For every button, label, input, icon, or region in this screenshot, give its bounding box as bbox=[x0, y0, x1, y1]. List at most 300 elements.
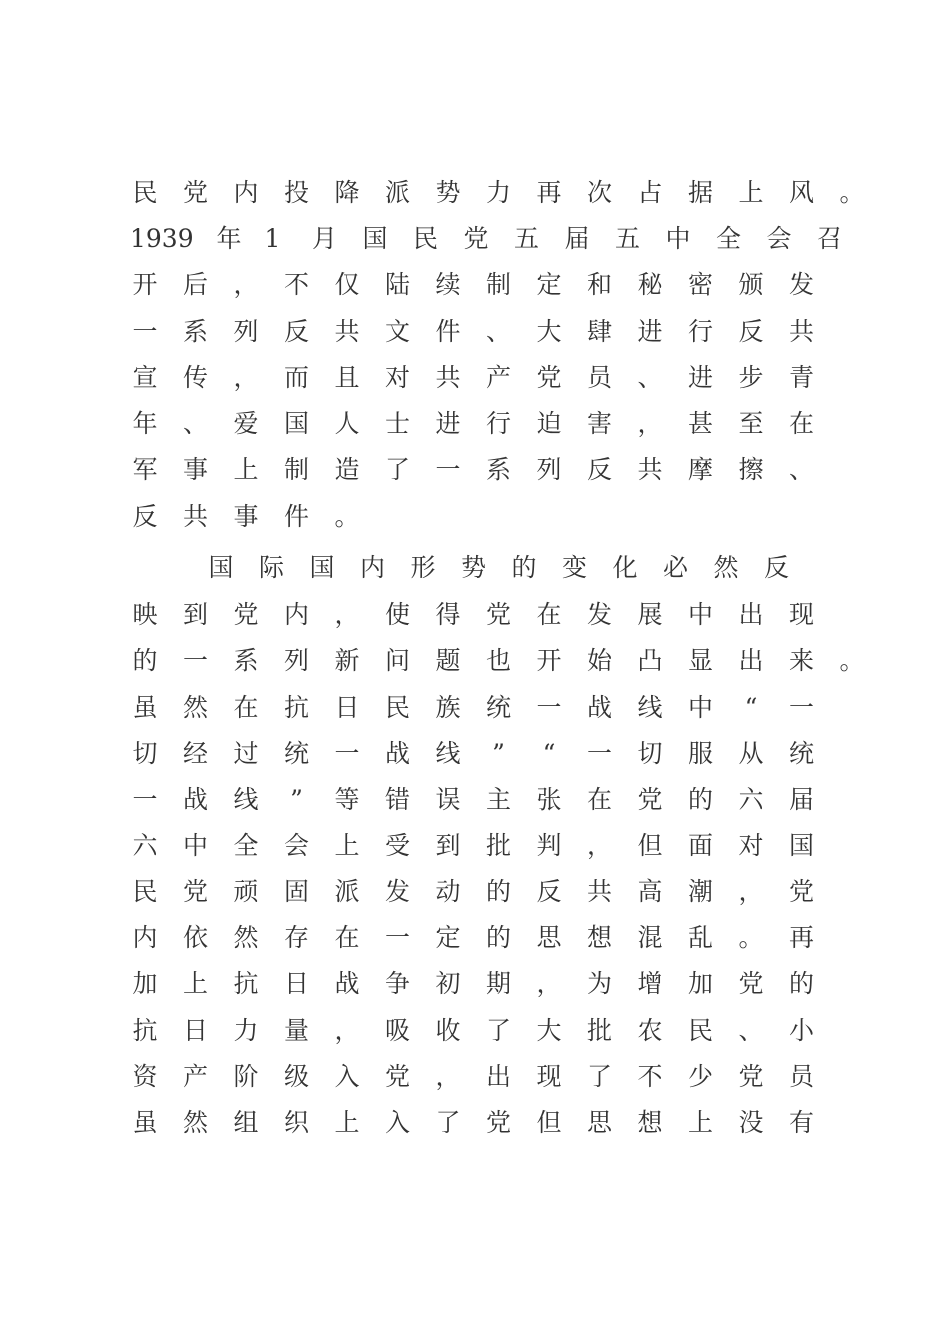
glyph: 后 bbox=[182, 270, 208, 299]
glyph: 1939 bbox=[130, 224, 194, 253]
glyph: 高 bbox=[637, 877, 663, 906]
glyph: 虽 bbox=[132, 693, 158, 722]
glyph: 再 bbox=[536, 178, 562, 207]
glyph: 再 bbox=[788, 923, 814, 952]
glyph: 定 bbox=[536, 270, 562, 299]
glyph: 在 bbox=[788, 409, 814, 438]
glyph: 在 bbox=[586, 785, 612, 814]
glyph: 颁 bbox=[738, 270, 764, 299]
glyph: 抗 bbox=[233, 969, 259, 998]
glyph: 线 bbox=[233, 785, 259, 814]
glyph: 顽 bbox=[233, 877, 259, 906]
glyph: 出 bbox=[738, 646, 764, 675]
glyph: 列 bbox=[233, 317, 259, 346]
glyph: 现 bbox=[536, 1062, 562, 1091]
glyph: 、 bbox=[182, 409, 208, 438]
glyph: 投 bbox=[283, 178, 309, 207]
glyph: 了 bbox=[586, 1062, 612, 1091]
glyph: 1 bbox=[264, 224, 281, 253]
glyph: 一 bbox=[182, 646, 208, 675]
glyph: 共 bbox=[637, 455, 663, 484]
glyph: 传 bbox=[182, 363, 208, 392]
glyph: 。 bbox=[334, 502, 360, 531]
glyph: 乱 bbox=[687, 923, 713, 952]
glyph: 六 bbox=[738, 785, 764, 814]
glyph: 民 bbox=[132, 178, 158, 207]
glyph: 续 bbox=[435, 270, 461, 299]
glyph: 年 bbox=[132, 409, 158, 438]
glyph: 宣 bbox=[132, 363, 158, 392]
glyph: 派 bbox=[384, 178, 410, 207]
glyph: 反 bbox=[283, 317, 309, 346]
glyph: 爱 bbox=[233, 409, 259, 438]
glyph: ” bbox=[492, 739, 505, 768]
glyph: 士 bbox=[384, 409, 410, 438]
glyph: 始 bbox=[586, 646, 612, 675]
glyph: 党 bbox=[788, 877, 814, 906]
glyph: 战 bbox=[182, 785, 208, 814]
glyph: 收 bbox=[435, 1016, 461, 1045]
glyph: 甚 bbox=[687, 409, 713, 438]
glyph: 想 bbox=[586, 923, 612, 952]
glyph: 一 bbox=[132, 317, 158, 346]
glyph: 统 bbox=[485, 693, 511, 722]
glyph: 造 bbox=[334, 455, 360, 484]
glyph: 肆 bbox=[586, 317, 612, 346]
glyph: 动 bbox=[435, 877, 461, 906]
text-line bbox=[130, 309, 860, 355]
text-line bbox=[130, 731, 860, 777]
glyph: 全 bbox=[715, 224, 741, 253]
glyph: 反 bbox=[763, 553, 789, 582]
glyph: 发 bbox=[384, 877, 410, 906]
glyph: 然 bbox=[182, 1108, 208, 1137]
glyph: 党 bbox=[233, 600, 259, 629]
text-line bbox=[130, 1100, 860, 1146]
glyph: 使 bbox=[384, 600, 410, 629]
glyph: 国 bbox=[309, 553, 335, 582]
glyph: 族 bbox=[435, 693, 461, 722]
glyph: 擦 bbox=[738, 455, 764, 484]
glyph: 反 bbox=[536, 877, 562, 906]
glyph: 级 bbox=[283, 1062, 309, 1091]
glyph: 系 bbox=[485, 455, 511, 484]
glyph: 题 bbox=[435, 646, 461, 675]
text-line bbox=[130, 777, 860, 823]
glyph: 的 bbox=[511, 553, 537, 582]
glyph: 统 bbox=[283, 739, 309, 768]
glyph: 一 bbox=[334, 739, 360, 768]
glyph: 展 bbox=[637, 600, 663, 629]
glyph: 没 bbox=[738, 1108, 764, 1137]
glyph: 一 bbox=[586, 739, 612, 768]
glyph: ， bbox=[536, 969, 562, 998]
text-line bbox=[130, 494, 860, 540]
glyph: 内 bbox=[359, 553, 385, 582]
glyph: 服 bbox=[687, 739, 713, 768]
glyph: 降 bbox=[334, 178, 360, 207]
glyph: 显 bbox=[687, 646, 713, 675]
glyph: 过 bbox=[233, 739, 259, 768]
text-line bbox=[130, 1008, 860, 1054]
glyph: 至 bbox=[738, 409, 764, 438]
glyph: 期 bbox=[485, 969, 511, 998]
glyph: ， bbox=[738, 877, 764, 906]
glyph: 共 bbox=[182, 502, 208, 531]
glyph: 反 bbox=[738, 317, 764, 346]
glyph: 主 bbox=[485, 785, 511, 814]
glyph: 力 bbox=[233, 1016, 259, 1045]
glyph: 民 bbox=[384, 693, 410, 722]
glyph: 步 bbox=[738, 363, 764, 392]
glyph: 军 bbox=[132, 455, 158, 484]
glyph: 对 bbox=[738, 831, 764, 860]
glyph: 系 bbox=[182, 317, 208, 346]
glyph: 有 bbox=[788, 1108, 814, 1137]
glyph: 产 bbox=[485, 363, 511, 392]
glyph: 固 bbox=[283, 877, 309, 906]
text-line bbox=[130, 170, 865, 216]
text-line bbox=[130, 447, 860, 493]
glyph: 届 bbox=[788, 785, 814, 814]
glyph: 青 bbox=[788, 363, 814, 392]
glyph: 进 bbox=[687, 363, 713, 392]
glyph: 少 bbox=[687, 1062, 713, 1091]
glyph: 在 bbox=[536, 600, 562, 629]
glyph: 文 bbox=[384, 317, 410, 346]
glyph: 上 bbox=[334, 831, 360, 860]
text-line bbox=[130, 685, 860, 731]
glyph: 届 bbox=[564, 224, 590, 253]
glyph: 会 bbox=[766, 224, 792, 253]
glyph: 。 bbox=[839, 646, 865, 675]
glyph: 但 bbox=[536, 1108, 562, 1137]
glyph: 组 bbox=[233, 1108, 259, 1137]
glyph: 中 bbox=[182, 831, 208, 860]
glyph: 民 bbox=[412, 224, 438, 253]
glyph: 国 bbox=[788, 831, 814, 860]
glyph: 、 bbox=[637, 363, 663, 392]
glyph: 党 bbox=[485, 600, 511, 629]
glyph: 线 bbox=[637, 693, 663, 722]
glyph: 增 bbox=[637, 969, 663, 998]
glyph: 事 bbox=[182, 455, 208, 484]
glyph: 风 bbox=[788, 178, 814, 207]
glyph: 统 bbox=[788, 739, 814, 768]
glyph: 全 bbox=[233, 831, 259, 860]
glyph: ， bbox=[435, 1062, 461, 1091]
glyph: 发 bbox=[586, 600, 612, 629]
glyph: 形 bbox=[410, 553, 436, 582]
glyph: 为 bbox=[586, 969, 612, 998]
glyph: 初 bbox=[435, 969, 461, 998]
glyph: 潮 bbox=[687, 877, 713, 906]
glyph: 在 bbox=[233, 693, 259, 722]
glyph: 想 bbox=[637, 1108, 663, 1137]
glyph: 张 bbox=[536, 785, 562, 814]
glyph: 民 bbox=[687, 1016, 713, 1045]
glyph: 依 bbox=[182, 923, 208, 952]
glyph: 共 bbox=[788, 317, 814, 346]
glyph: 国 bbox=[208, 553, 234, 582]
glyph: 列 bbox=[536, 455, 562, 484]
glyph: 会 bbox=[283, 831, 309, 860]
glyph: 战 bbox=[384, 739, 410, 768]
glyph: 必 bbox=[662, 553, 688, 582]
glyph: 映 bbox=[132, 600, 158, 629]
glyph: 线 bbox=[435, 739, 461, 768]
glyph: 误 bbox=[435, 785, 461, 814]
glyph: 来 bbox=[788, 646, 814, 675]
glyph: 开 bbox=[132, 270, 158, 299]
glyph: 了 bbox=[485, 1016, 511, 1045]
glyph: 一 bbox=[132, 785, 158, 814]
glyph: 人 bbox=[334, 409, 360, 438]
glyph: 党 bbox=[182, 178, 208, 207]
glyph: 共 bbox=[435, 363, 461, 392]
glyph: 抗 bbox=[132, 1016, 158, 1045]
glyph: 思 bbox=[536, 923, 562, 952]
glyph: 思 bbox=[586, 1108, 612, 1137]
glyph: 秘 bbox=[637, 270, 663, 299]
glyph: 党 bbox=[738, 1062, 764, 1091]
glyph: 害 bbox=[586, 409, 612, 438]
glyph: 中 bbox=[687, 600, 713, 629]
glyph: 内 bbox=[132, 923, 158, 952]
glyph: 国 bbox=[362, 224, 388, 253]
glyph: 摩 bbox=[687, 455, 713, 484]
glyph: 在 bbox=[334, 923, 360, 952]
glyph: 了 bbox=[384, 455, 410, 484]
glyph: 。 bbox=[839, 178, 865, 207]
glyph: “ bbox=[744, 693, 758, 722]
glyph: 量 bbox=[283, 1016, 309, 1045]
glyph: 新 bbox=[334, 646, 360, 675]
glyph: “ bbox=[542, 739, 556, 768]
glyph: 日 bbox=[334, 693, 360, 722]
glyph: 六 bbox=[132, 831, 158, 860]
glyph: 事 bbox=[233, 502, 259, 531]
glyph: 但 bbox=[637, 831, 663, 860]
glyph: 经 bbox=[182, 739, 208, 768]
glyph: 得 bbox=[435, 600, 461, 629]
glyph: 件 bbox=[435, 317, 461, 346]
glyph: ， bbox=[637, 409, 663, 438]
glyph: 共 bbox=[334, 317, 360, 346]
glyph: 日 bbox=[283, 969, 309, 998]
glyph: 织 bbox=[283, 1108, 309, 1137]
glyph: 员 bbox=[586, 363, 612, 392]
glyph: 等 bbox=[334, 785, 360, 814]
glyph: 势 bbox=[435, 178, 461, 207]
glyph: 变 bbox=[561, 553, 587, 582]
glyph: 战 bbox=[334, 969, 360, 998]
glyph: 仅 bbox=[334, 270, 360, 299]
glyph: 对 bbox=[384, 363, 410, 392]
glyph: 不 bbox=[637, 1062, 663, 1091]
glyph: 据 bbox=[687, 178, 713, 207]
glyph: 加 bbox=[687, 969, 713, 998]
glyph: 然 bbox=[233, 923, 259, 952]
glyph: 日 bbox=[182, 1016, 208, 1045]
glyph: 制 bbox=[485, 270, 511, 299]
glyph: 阶 bbox=[233, 1062, 259, 1091]
glyph: 五 bbox=[513, 224, 539, 253]
glyph: 五 bbox=[614, 224, 640, 253]
glyph: 也 bbox=[485, 646, 511, 675]
glyph: 党 bbox=[485, 1108, 511, 1137]
glyph: 上 bbox=[182, 969, 208, 998]
glyph: ， bbox=[586, 831, 612, 860]
glyph: 现 bbox=[788, 600, 814, 629]
glyph: 召 bbox=[816, 224, 842, 253]
glyph: ” bbox=[290, 785, 303, 814]
glyph: 大 bbox=[536, 1016, 562, 1045]
glyph: 党 bbox=[182, 877, 208, 906]
glyph: 反 bbox=[586, 455, 612, 484]
text-line bbox=[130, 545, 860, 591]
glyph: 然 bbox=[713, 553, 739, 582]
glyph: 迫 bbox=[536, 409, 562, 438]
glyph: 上 bbox=[687, 1108, 713, 1137]
glyph: 行 bbox=[687, 317, 713, 346]
glyph: 产 bbox=[182, 1062, 208, 1091]
glyph: 资 bbox=[132, 1062, 158, 1091]
glyph: 共 bbox=[586, 877, 612, 906]
text-line bbox=[130, 592, 860, 638]
glyph: 陆 bbox=[384, 270, 410, 299]
glyph: 的 bbox=[132, 646, 158, 675]
glyph: 混 bbox=[637, 923, 663, 952]
glyph: 月 bbox=[311, 224, 337, 253]
glyph: 且 bbox=[334, 363, 360, 392]
glyph: 的 bbox=[485, 877, 511, 906]
glyph: 问 bbox=[384, 646, 410, 675]
glyph: 一 bbox=[435, 455, 461, 484]
glyph: 吸 bbox=[384, 1016, 410, 1045]
glyph: 党 bbox=[463, 224, 489, 253]
glyph: 了 bbox=[435, 1108, 461, 1137]
glyph: 党 bbox=[637, 785, 663, 814]
glyph: 制 bbox=[283, 455, 309, 484]
glyph: 存 bbox=[283, 923, 309, 952]
glyph: 批 bbox=[485, 831, 511, 860]
glyph: 、 bbox=[485, 317, 511, 346]
glyph: 抗 bbox=[283, 693, 309, 722]
glyph: 到 bbox=[435, 831, 461, 860]
glyph: 错 bbox=[384, 785, 410, 814]
glyph: 批 bbox=[586, 1016, 612, 1045]
glyph: 、 bbox=[788, 455, 814, 484]
glyph: 民 bbox=[132, 877, 158, 906]
glyph: 判 bbox=[536, 831, 562, 860]
glyph: 而 bbox=[283, 363, 309, 392]
text-line bbox=[130, 401, 860, 447]
glyph: 党 bbox=[536, 363, 562, 392]
glyph: 化 bbox=[612, 553, 638, 582]
glyph: 定 bbox=[435, 923, 461, 952]
glyph: 件 bbox=[283, 502, 309, 531]
glyph: 党 bbox=[384, 1062, 410, 1091]
glyph: 农 bbox=[637, 1016, 663, 1045]
text-line bbox=[130, 869, 860, 915]
glyph: ， bbox=[334, 600, 360, 629]
glyph: 反 bbox=[132, 502, 158, 531]
glyph: 中 bbox=[687, 693, 713, 722]
glyph: 出 bbox=[485, 1062, 511, 1091]
glyph: 内 bbox=[283, 600, 309, 629]
glyph: 发 bbox=[788, 270, 814, 299]
glyph: 势 bbox=[460, 553, 486, 582]
glyph: 党 bbox=[738, 969, 764, 998]
text-line bbox=[130, 961, 860, 1007]
text-line bbox=[130, 638, 865, 684]
glyph: 进 bbox=[435, 409, 461, 438]
glyph: 凸 bbox=[637, 646, 663, 675]
glyph: 系 bbox=[233, 646, 259, 675]
glyph: 进 bbox=[637, 317, 663, 346]
text-line bbox=[130, 823, 860, 869]
glyph: 内 bbox=[233, 178, 259, 207]
glyph: 切 bbox=[637, 739, 663, 768]
glyph: 中 bbox=[665, 224, 691, 253]
glyph: 列 bbox=[283, 646, 309, 675]
glyph: 占 bbox=[637, 178, 663, 207]
text-line bbox=[130, 216, 860, 262]
glyph: 的 bbox=[485, 923, 511, 952]
glyph: ， bbox=[233, 363, 259, 392]
glyph: 力 bbox=[485, 178, 511, 207]
glyph: 开 bbox=[536, 646, 562, 675]
glyph: 不 bbox=[283, 270, 309, 299]
glyph: 入 bbox=[384, 1108, 410, 1137]
text-line bbox=[130, 355, 860, 401]
glyph: 大 bbox=[536, 317, 562, 346]
glyph: 行 bbox=[485, 409, 511, 438]
glyph: 上 bbox=[233, 455, 259, 484]
glyph: 战 bbox=[586, 693, 612, 722]
glyph: ， bbox=[233, 270, 259, 299]
glyph: 从 bbox=[738, 739, 764, 768]
glyph: 和 bbox=[586, 270, 612, 299]
glyph: 员 bbox=[788, 1062, 814, 1091]
glyph: 入 bbox=[334, 1062, 360, 1091]
glyph: 、 bbox=[738, 1016, 764, 1045]
glyph: 一 bbox=[536, 693, 562, 722]
glyph: 小 bbox=[788, 1016, 814, 1045]
glyph: ， bbox=[334, 1016, 360, 1045]
glyph: 受 bbox=[384, 831, 410, 860]
text-line bbox=[130, 262, 860, 308]
glyph: 一 bbox=[384, 923, 410, 952]
glyph: 面 bbox=[687, 831, 713, 860]
glyph: 争 bbox=[384, 969, 410, 998]
glyph: 的 bbox=[788, 969, 814, 998]
glyph: 切 bbox=[132, 739, 158, 768]
glyph: 派 bbox=[334, 877, 360, 906]
glyph: 。 bbox=[738, 923, 764, 952]
glyph: 然 bbox=[182, 693, 208, 722]
glyph: 加 bbox=[132, 969, 158, 998]
text-line bbox=[130, 915, 860, 961]
glyph: 上 bbox=[334, 1108, 360, 1137]
glyph: 出 bbox=[738, 600, 764, 629]
glyph: 一 bbox=[788, 693, 814, 722]
glyph: 的 bbox=[687, 785, 713, 814]
glyph: 虽 bbox=[132, 1108, 158, 1137]
glyph: 上 bbox=[738, 178, 764, 207]
glyph: 年 bbox=[216, 224, 242, 253]
